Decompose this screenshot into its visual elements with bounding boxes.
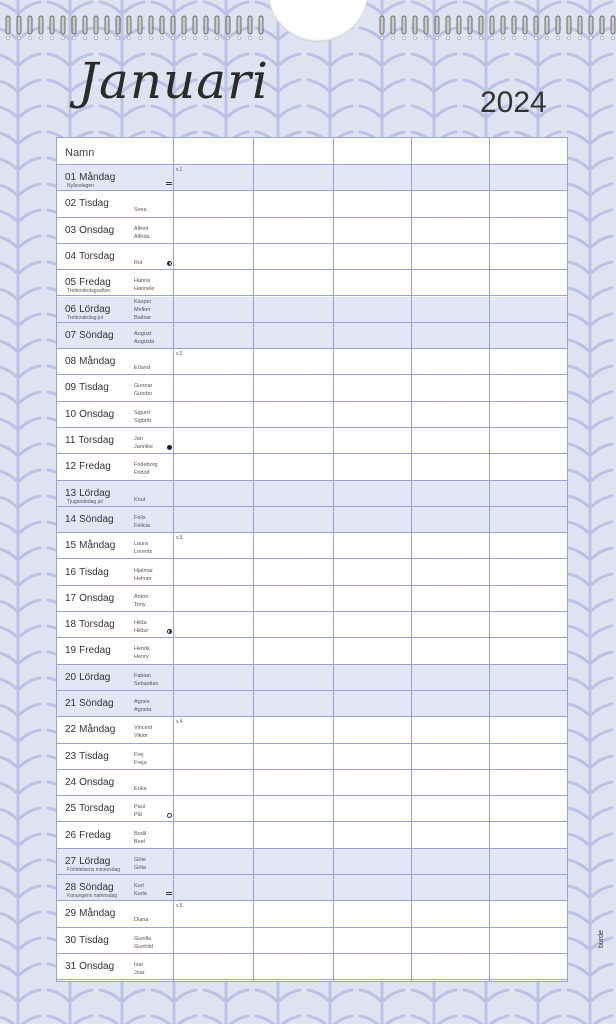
day-row <box>57 507 567 533</box>
day-row <box>57 665 567 691</box>
holiday-label: Förintelsens minnesdag <box>67 866 121 873</box>
name-day-entry: Bodil <box>134 830 147 837</box>
name-days <box>134 206 147 214</box>
name-days <box>134 916 148 924</box>
name-day-entry: Frej <box>134 751 144 758</box>
name-day-entry: Freja <box>134 759 147 766</box>
name-day-entry: Diana <box>134 917 149 924</box>
weekday-name: Tisdag <box>79 198 109 210</box>
name-days <box>134 856 146 872</box>
name-day-entry: Agnes <box>134 699 150 705</box>
day-number: 14 <box>65 513 77 525</box>
day-label <box>65 356 115 367</box>
name-day-entry: Karl <box>134 883 144 890</box>
day-row <box>57 270 567 296</box>
day-label <box>65 935 109 946</box>
name-day-entry: Gunnar <box>134 383 153 390</box>
day-number: 18 <box>65 619 77 631</box>
day-number: 13 <box>65 487 77 499</box>
weekday-name: Måndag <box>79 540 116 552</box>
name-day-entry: Laura <box>134 541 149 548</box>
name-day-entry: Knut <box>134 496 146 503</box>
column-divider <box>333 138 334 981</box>
name-day-entry: Hilda <box>134 620 147 627</box>
name-day-entry: Rut <box>134 259 143 266</box>
day-number: 09 <box>65 382 77 394</box>
day-row <box>57 928 567 954</box>
day-number: 08 <box>65 356 77 368</box>
name-day-entry: Alfred <box>134 225 149 232</box>
day-label <box>65 172 115 183</box>
day-row <box>57 586 567 612</box>
day-row <box>57 691 567 717</box>
moon-phase-icon <box>167 261 172 266</box>
name-day-entry: Baltsar <box>134 314 152 321</box>
weekday-name: Torsdag <box>79 250 115 262</box>
day-label <box>65 882 114 893</box>
day-number: 07 <box>65 329 77 341</box>
name-day-entry: Henrik <box>134 646 150 653</box>
weekday-name: Fredag <box>79 645 111 657</box>
day-row <box>57 560 567 586</box>
day-number: 27 <box>65 855 77 867</box>
name-day-entry: Kasper <box>134 298 152 305</box>
day-number: 12 <box>65 461 77 473</box>
name-day-entry: Gunhild <box>134 943 153 950</box>
day-number: 19 <box>65 645 77 657</box>
name-day-entry: Fridolf <box>134 470 150 477</box>
day-number: 17 <box>65 592 77 604</box>
day-label <box>65 277 111 288</box>
moon-phase-icon <box>167 629 172 634</box>
column-divider <box>489 138 490 981</box>
day-label <box>65 198 109 209</box>
week-number: v.1 <box>176 167 183 173</box>
day-row <box>57 218 567 244</box>
weekday-name: Tisdag <box>79 382 109 394</box>
day-number: 26 <box>65 829 77 841</box>
name-day-entry: Frideborg <box>134 462 158 469</box>
day-row <box>57 744 567 770</box>
day-row <box>57 796 567 822</box>
name-days <box>134 882 147 898</box>
day-number: 03 <box>65 224 77 236</box>
name-day-entry: Gunilla <box>134 935 152 942</box>
name-day-entry: Erika <box>134 785 147 792</box>
week-number: v.2 <box>176 351 183 358</box>
moon-phase-icon <box>167 813 172 818</box>
name-days <box>134 461 158 477</box>
day-label <box>65 803 115 814</box>
day-number: 15 <box>65 540 77 552</box>
day-label <box>65 672 110 683</box>
day-number: 31 <box>65 961 77 972</box>
weekday-name: Onsdag <box>79 776 115 788</box>
name-day-entry: Pål <box>134 812 142 819</box>
day-label <box>65 961 114 972</box>
day-number: 24 <box>65 776 77 788</box>
weekday-name: Lördag <box>79 855 111 867</box>
flag-day-icon <box>166 892 172 896</box>
name-day-entry: Svea <box>134 207 147 214</box>
name-days <box>134 830 146 846</box>
name-days <box>134 496 145 504</box>
name-day-entry: Felix <box>134 514 146 521</box>
day-row <box>57 612 567 638</box>
holiday-label: Trettondedag jul <box>67 314 103 321</box>
day-row <box>57 402 567 428</box>
name-day-entry: Hannele <box>134 286 155 293</box>
day-label <box>65 698 114 709</box>
day-row <box>57 875 567 901</box>
name-days <box>134 409 151 425</box>
day-number: 29 <box>65 908 77 920</box>
weekday-name: Söndag <box>79 513 114 525</box>
weekday-name: Lördag <box>79 671 111 683</box>
day-number: 20 <box>65 671 77 683</box>
day-number: 30 <box>65 934 77 946</box>
name-days <box>134 961 145 977</box>
name-days <box>134 567 153 583</box>
name-day-entry: Hanna <box>134 278 151 285</box>
name-day-entry: Ivar <box>134 962 144 968</box>
weekday-name: Torsdag <box>78 435 114 446</box>
holiday-label: Konungens namnsdag <box>67 893 118 900</box>
day-label <box>65 382 109 393</box>
day-label <box>65 593 114 604</box>
weekday-name: Onsdag <box>79 408 115 420</box>
name-day-entry: Joar <box>134 970 145 976</box>
name-day-entry: Hjalmar <box>134 567 153 574</box>
name-day-entry: Alfrida <box>134 233 150 240</box>
name-day-entry: Henry <box>134 654 149 661</box>
day-number: 04 <box>65 250 77 262</box>
day-label <box>65 514 114 525</box>
day-number: 02 <box>65 198 77 210</box>
day-number: 25 <box>65 803 77 815</box>
name-day-entry: Augusta <box>134 338 155 345</box>
weekday-name: Fredag <box>79 277 111 289</box>
name-day-entry: Sebastian <box>134 680 159 687</box>
week-number: v.3 <box>176 535 183 542</box>
day-row <box>57 375 567 401</box>
holiday-label: Trettondedagsafton <box>67 288 111 295</box>
name-day-entry: Helmer <box>134 575 152 582</box>
day-number: 05 <box>65 277 77 289</box>
weekday-name: Söndag <box>79 698 114 709</box>
moon-phase-icon <box>167 445 172 450</box>
day-label <box>65 488 110 499</box>
holiday-label: Tjugondedag jul <box>67 498 103 505</box>
month-title: Januari <box>78 52 269 110</box>
column-divider <box>411 138 412 981</box>
day-number: 22 <box>65 724 77 736</box>
day-row <box>57 717 567 743</box>
name-days <box>134 935 153 951</box>
column-divider <box>253 138 254 981</box>
name-day-entry: Jan <box>134 436 143 442</box>
weekday-name: Måndag <box>79 724 116 736</box>
day-number: 11 <box>65 435 76 446</box>
weekday-name: Lördag <box>79 303 111 315</box>
name-day-entry: Agneta <box>134 707 152 713</box>
day-number: 23 <box>65 750 77 762</box>
day-row <box>57 323 567 349</box>
day-label <box>65 856 110 867</box>
day-row <box>57 165 567 191</box>
name-days <box>134 277 155 293</box>
name-days <box>134 593 148 609</box>
name-day-entry: Jannike <box>134 444 153 450</box>
week-number: v.4 <box>176 719 183 726</box>
name-header-label: Namn <box>65 147 95 159</box>
family-planner-grid <box>56 137 568 982</box>
flag-day-icon <box>166 182 172 186</box>
weekday-name: Onsdag <box>79 961 115 972</box>
name-days <box>134 298 151 322</box>
name-day-entry: Viktor <box>134 733 148 740</box>
name-day-entry: Melker <box>134 306 151 313</box>
name-day-entry: Gunder <box>134 391 153 398</box>
day-row <box>57 454 567 480</box>
day-row <box>57 638 567 664</box>
weekday-name: Fredag <box>79 461 111 473</box>
weekday-name: Söndag <box>79 882 114 894</box>
day-label <box>65 409 114 420</box>
day-number: 06 <box>65 303 77 315</box>
weekday-name: Tisdag <box>79 750 109 762</box>
day-row <box>57 770 567 796</box>
weekday-name: Tisdag <box>79 566 109 578</box>
header-row <box>57 138 567 165</box>
name-days <box>134 751 147 767</box>
name-days <box>134 698 151 714</box>
day-row <box>57 191 567 217</box>
weekday-name: Onsdag <box>79 224 115 236</box>
day-row <box>57 349 567 375</box>
name-day-entry: Lorents <box>134 549 153 556</box>
name-day-entry: Boel <box>134 838 146 845</box>
day-row <box>57 954 567 980</box>
day-label <box>65 251 115 262</box>
weekday-name: Söndag <box>79 329 114 341</box>
day-number: 21 <box>65 698 77 709</box>
day-label <box>65 830 111 841</box>
name-day-entry: Hildur <box>134 628 149 635</box>
day-label <box>65 724 115 735</box>
weekday-name: Tisdag <box>79 934 109 946</box>
name-day-entry: Anton <box>134 593 149 600</box>
day-row <box>57 428 567 454</box>
day-number: 16 <box>65 566 77 578</box>
name-day-entry: Fabian <box>134 672 151 679</box>
name-days <box>134 225 150 241</box>
week-number: v.5 <box>176 903 183 910</box>
name-day-entry: Paul <box>134 804 146 811</box>
name-days <box>134 259 143 267</box>
day-row <box>57 823 567 849</box>
name-days <box>134 330 154 346</box>
name-day-entry: Göte <box>134 856 146 863</box>
day-label <box>65 435 114 446</box>
name-days <box>134 619 148 635</box>
name-day-entry: Göta <box>134 864 146 871</box>
weekday-name: Lördag <box>79 487 111 499</box>
weekday-name: Måndag <box>79 356 116 368</box>
weekday-name: Fredag <box>79 829 111 841</box>
brand-label: burde <box>598 930 605 948</box>
name-days <box>134 514 150 530</box>
year-label: 2024 <box>480 86 547 119</box>
day-label <box>65 567 109 578</box>
day-label <box>65 619 115 630</box>
holiday-label: Nyårsdagen <box>67 183 94 189</box>
name-day-entry: Tony <box>134 601 146 608</box>
day-label <box>65 330 114 341</box>
weekday-name: Onsdag <box>79 592 115 604</box>
name-day-entry: Felicia <box>134 522 150 529</box>
day-label <box>65 777 114 788</box>
day-row <box>57 297 567 323</box>
day-row <box>57 901 567 927</box>
day-label <box>65 645 111 656</box>
day-number: 01 <box>65 172 77 183</box>
name-days <box>134 382 152 398</box>
name-days <box>134 672 158 688</box>
day-row <box>57 533 567 559</box>
day-label <box>65 751 109 762</box>
day-label <box>65 304 110 315</box>
column-divider <box>173 138 174 981</box>
weekday-name: Torsdag <box>79 803 115 815</box>
name-day-entry: Vincent <box>134 725 153 732</box>
name-days <box>134 364 150 372</box>
name-day-entry: August <box>134 330 152 337</box>
name-days <box>134 785 147 793</box>
weekday-name: Torsdag <box>79 619 115 631</box>
weekday-name: Måndag <box>79 908 116 920</box>
day-label <box>65 225 114 236</box>
day-label <box>65 908 115 919</box>
name-days <box>134 435 153 451</box>
day-label <box>65 540 115 551</box>
name-days <box>134 803 145 819</box>
day-number: 10 <box>65 408 77 420</box>
name-days <box>134 540 152 556</box>
day-number: 28 <box>65 882 77 894</box>
name-day-entry: Sigbritt <box>134 417 152 424</box>
name-day-entry: Erland <box>134 365 150 372</box>
day-row <box>57 849 567 875</box>
day-row <box>57 481 567 507</box>
name-day-entry: Sigurd <box>134 409 150 416</box>
name-day-entry: Karla <box>134 891 147 898</box>
weekday-name: Måndag <box>79 172 116 183</box>
day-label <box>65 461 111 472</box>
name-days <box>134 724 152 740</box>
day-row <box>57 244 567 270</box>
name-days <box>134 645 150 661</box>
